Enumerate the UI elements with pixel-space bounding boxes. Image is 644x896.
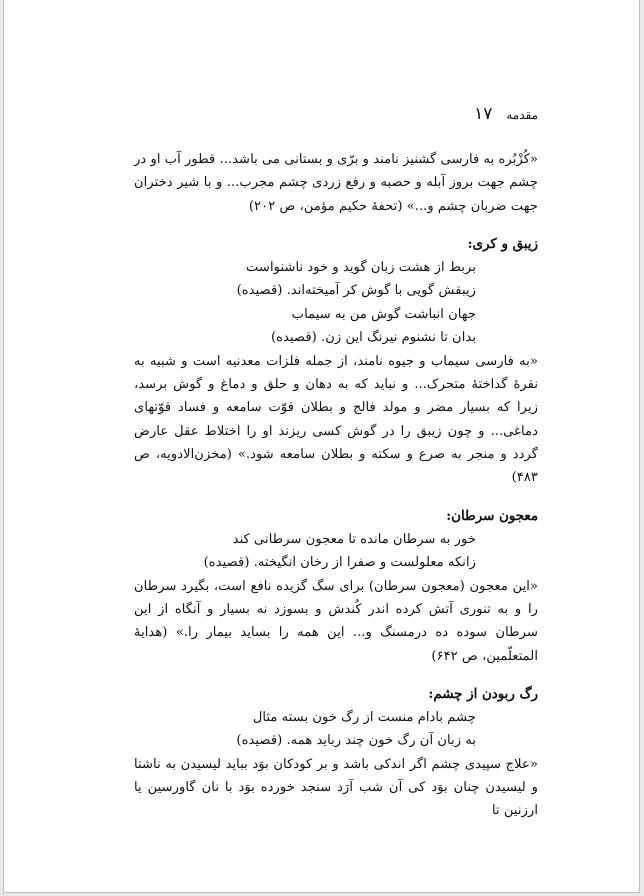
intro-paragraph: «کُزْبُره به فارسی گشنیز نامند و برّی و بستانی می باشد... قطور آب او در چشم جهت بروز آبله و حصبه و رفع زردی چشم مجرب... و با شیر دختران جهت ضربان چشم و...» (تحفهٔ حکیم مؤمن، ص ۲۰۲) <box>134 152 538 214</box>
verse-line: جهان انباشت گوش من به سیماب <box>291 306 476 322</box>
mercury-paragraph: «به فارسی سیماب و جیوه نامند، از جمله فلزات معدنیه است و شبیه به نقرهٔ گداختهٔ متحرک... و نباید که به دهان و حلق و دماغ و گوش برسد، زیرا که بسیار مضر و مولد فالج و بطلان قوّت سامعه و فساد قوّتهای دماغی... و چون زیبق را در گوش کسی ریزند او را اختلاط عقل عارض گردد و منجر به صرع و سکته و بطلان سامعه شود.» (مخزن‌الادویه، ص ۴۸۳) <box>134 353 538 486</box>
verse-line: خور به سرطان مانده تا معجون سرطانی کند <box>232 531 476 547</box>
verse-line: بدان تا نشنوم نیرنگ این زن. (قصیده) <box>270 330 476 346</box>
verse-line: زانکه معلولست و صفرا از رخان انگیخته. (قصیده) <box>203 555 476 571</box>
running-title: مقدمه <box>506 108 538 122</box>
verse-line: به زبان آن رگ خون چند رباید همه. (قصیده) <box>236 733 476 749</box>
verse-line: چشم بادام منست از رگ خون بسته مثال <box>252 709 476 725</box>
verse-line: بربط از هشت زبان گوید و خود ناشنواست <box>245 259 476 275</box>
page-content <box>134 104 538 823</box>
verse-line: زیبقش گویی با گوش کر آمیخته‌اند. (قصیده) <box>236 283 476 299</box>
eye-paragraph: «علاج سپیدی چشم اگر اندکی باشد و بر کودکان بوَد بباید لیسیدن به ناشتا و لیسیدن چنان بوَد کی آن شب آرَد سنجد خورده بوَد با نان گاورسین یا ارزنین تا <box>134 756 538 819</box>
book-page <box>3 0 640 893</box>
section-heading-crab-electuary: معجون سرطان: <box>446 507 538 524</box>
page-number: ۱۷ <box>474 104 493 124</box>
section-heading-eye-vein: رگ ربودن از چشم: <box>428 685 538 702</box>
running-header <box>134 104 538 134</box>
crab-paragraph: «این معجون (معجون سرطان) برای سگ گزیده نافع است، بگیرد سرطان را و به تنوری آتش کرده اندر کُندش و بسوزد نه بسیار و آنگاه از این سرطان سوده ده درمسنگ و... این همه را بساید بیمار را.» (هدایهٔ المتعلّمین، ص ۶۴۲) <box>134 578 538 664</box>
section-heading-mercury: زیبق و کری: <box>467 235 538 252</box>
